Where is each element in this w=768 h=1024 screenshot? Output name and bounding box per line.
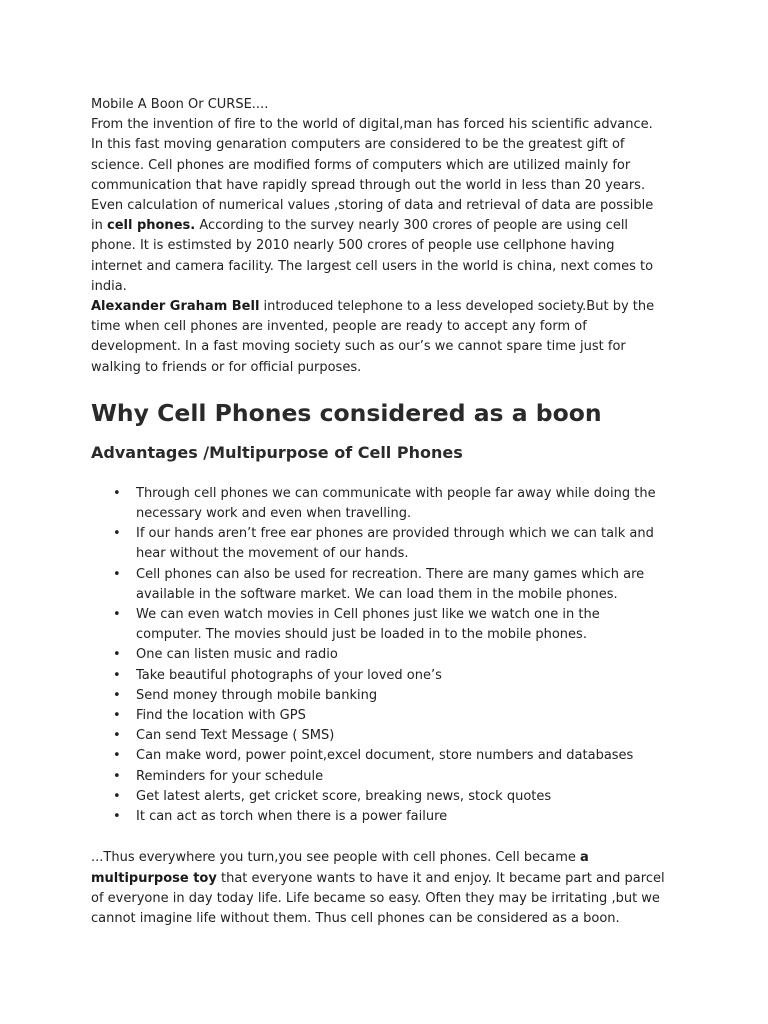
list-item <box>91 565 688 605</box>
conclusion-line <box>91 869 688 889</box>
list-item-line: computer. The movies should just be loaded in to the mobile phones. <box>136 627 587 643</box>
list-item <box>91 807 688 827</box>
intro-paragraph-line: science. Cell phones are modified forms of computers which are utilized mainly for <box>91 157 631 173</box>
list-item-line: Find the location with GPS <box>136 708 306 724</box>
list-item-line: Get latest alerts, get cricket score, breaking news, stock quotes <box>136 788 552 804</box>
list-item <box>91 706 688 726</box>
bullet-icon: • <box>113 708 121 724</box>
list-item-line: Through cell phones we can communicate with people far away while doing the <box>136 485 656 501</box>
list-item-line: We can even watch movies in Cell phones just like we watch one in the <box>136 607 600 623</box>
conclusion-section <box>91 848 688 929</box>
text-run: According to the survey nearly 300 crores of people are using cell <box>195 218 629 234</box>
list-item <box>91 686 688 706</box>
intro-paragraph-line: phone. It is estimsted by 2010 nearly 500 crores of people use cellphone having <box>91 238 615 254</box>
intro-paragraph-line <box>91 216 688 236</box>
conclusion-line <box>91 848 688 868</box>
list-item <box>91 787 688 807</box>
list-item-line: Reminders for your schedule <box>136 768 324 784</box>
list-item-line: hear without the movement of our hands. <box>136 546 409 562</box>
bell-paragraph-line <box>91 297 688 317</box>
list-item-line: One can listen music and radio <box>136 647 338 663</box>
bullet-icon: • <box>113 647 121 663</box>
list-item-line: Send money through mobile banking <box>136 687 378 703</box>
list-item <box>91 746 688 766</box>
bullet-icon: • <box>113 667 121 683</box>
list-item-line: Take beautiful photographs of your loved one’s <box>136 667 442 683</box>
bold-cell-phones: cell phones. <box>106 218 196 234</box>
bullet-icon: • <box>113 788 121 804</box>
list-item-line: necessary work and even when travelling. <box>136 506 412 522</box>
main-heading: Why Cell Phones considered as a boon <box>91 398 602 427</box>
bullet-icon: • <box>113 607 121 623</box>
text-run: ...Thus everywhere you turn,you see people with cell phones. Cell became <box>91 850 580 866</box>
intro-paragraph-line: From the invention of fire to the world of digital,man has forced his scientific advance. <box>91 117 653 133</box>
bullet-icon: • <box>113 485 121 501</box>
conclusion-line: of everyone in day today life. Life became so easy. Often they may be irritating ,but we <box>91 890 660 906</box>
list-item <box>91 645 688 665</box>
bullet-icon: • <box>113 566 121 582</box>
intro-paragraph-line: communication that have rapidly spread through out the world in less than 20 years. <box>91 177 646 193</box>
conclusion-line: cannot imagine life without them. Thus cell phones can be considered as a boon. <box>91 910 620 926</box>
text-run: introduced telephone to a less developed society.But by the <box>259 299 655 315</box>
bullet-icon: • <box>113 687 121 703</box>
list-item <box>91 726 688 746</box>
intro-paragraph-line: india. <box>91 278 127 294</box>
bell-paragraph-line: time when cell phones are invented, people are ready to accept any form of <box>91 319 587 335</box>
text-run: that everyone wants to have it and enjoy. It became part and parcel <box>216 870 665 886</box>
bold-a: a <box>580 850 589 866</box>
intro-section <box>91 95 688 378</box>
text-run: in <box>91 218 107 234</box>
list-item <box>91 767 688 787</box>
bell-paragraph-line: walking to friends or for official purposes. <box>91 359 362 375</box>
document-title-line: Mobile A Boon Or CURSE.... <box>91 97 269 112</box>
bullet-icon: • <box>113 526 121 542</box>
list-item-line: It can act as torch when there is a power failure <box>136 809 448 825</box>
list-item-line: Can send Text Message ( SMS) <box>136 728 335 744</box>
advantages-list <box>91 484 688 827</box>
list-item <box>91 524 688 564</box>
list-item <box>91 484 688 524</box>
bullet-icon: • <box>113 809 121 825</box>
list-item <box>91 605 688 645</box>
bullet-icon: • <box>113 748 121 764</box>
intro-paragraph-line: internet and camera facility. The largest cell users in the world is china, next comes to <box>91 258 654 274</box>
bold-multipurpose-toy: multipurpose toy <box>91 870 217 886</box>
list-item <box>91 666 688 686</box>
list-item-line: If our hands aren’t free ear phones are provided through which we can talk and <box>136 526 654 542</box>
bullet-icon: • <box>113 728 121 744</box>
bold-alexander-graham-bell: Alexander Graham Bell <box>91 299 260 315</box>
list-item-line: Can make word, power point,excel document, store numbers and databases <box>136 748 634 764</box>
intro-paragraph-line: Even calculation of numerical values ,storing of data and retrieval of data are possible <box>91 198 654 214</box>
list-item-line: available in the software market. We can load them in the mobile phones. <box>136 586 618 602</box>
list-item-line: Cell phones can also be used for recreation. There are many games which are <box>136 566 645 582</box>
bell-paragraph-line: development. In a fast moving society such as our’s we cannot spare time just for <box>91 339 626 355</box>
intro-paragraph-line: In this fast moving genaration computers are considered to be the greatest gift of <box>91 137 625 153</box>
sub-heading: Advantages /Multipurpose of Cell Phones <box>91 442 463 462</box>
bullet-icon: • <box>113 768 121 784</box>
